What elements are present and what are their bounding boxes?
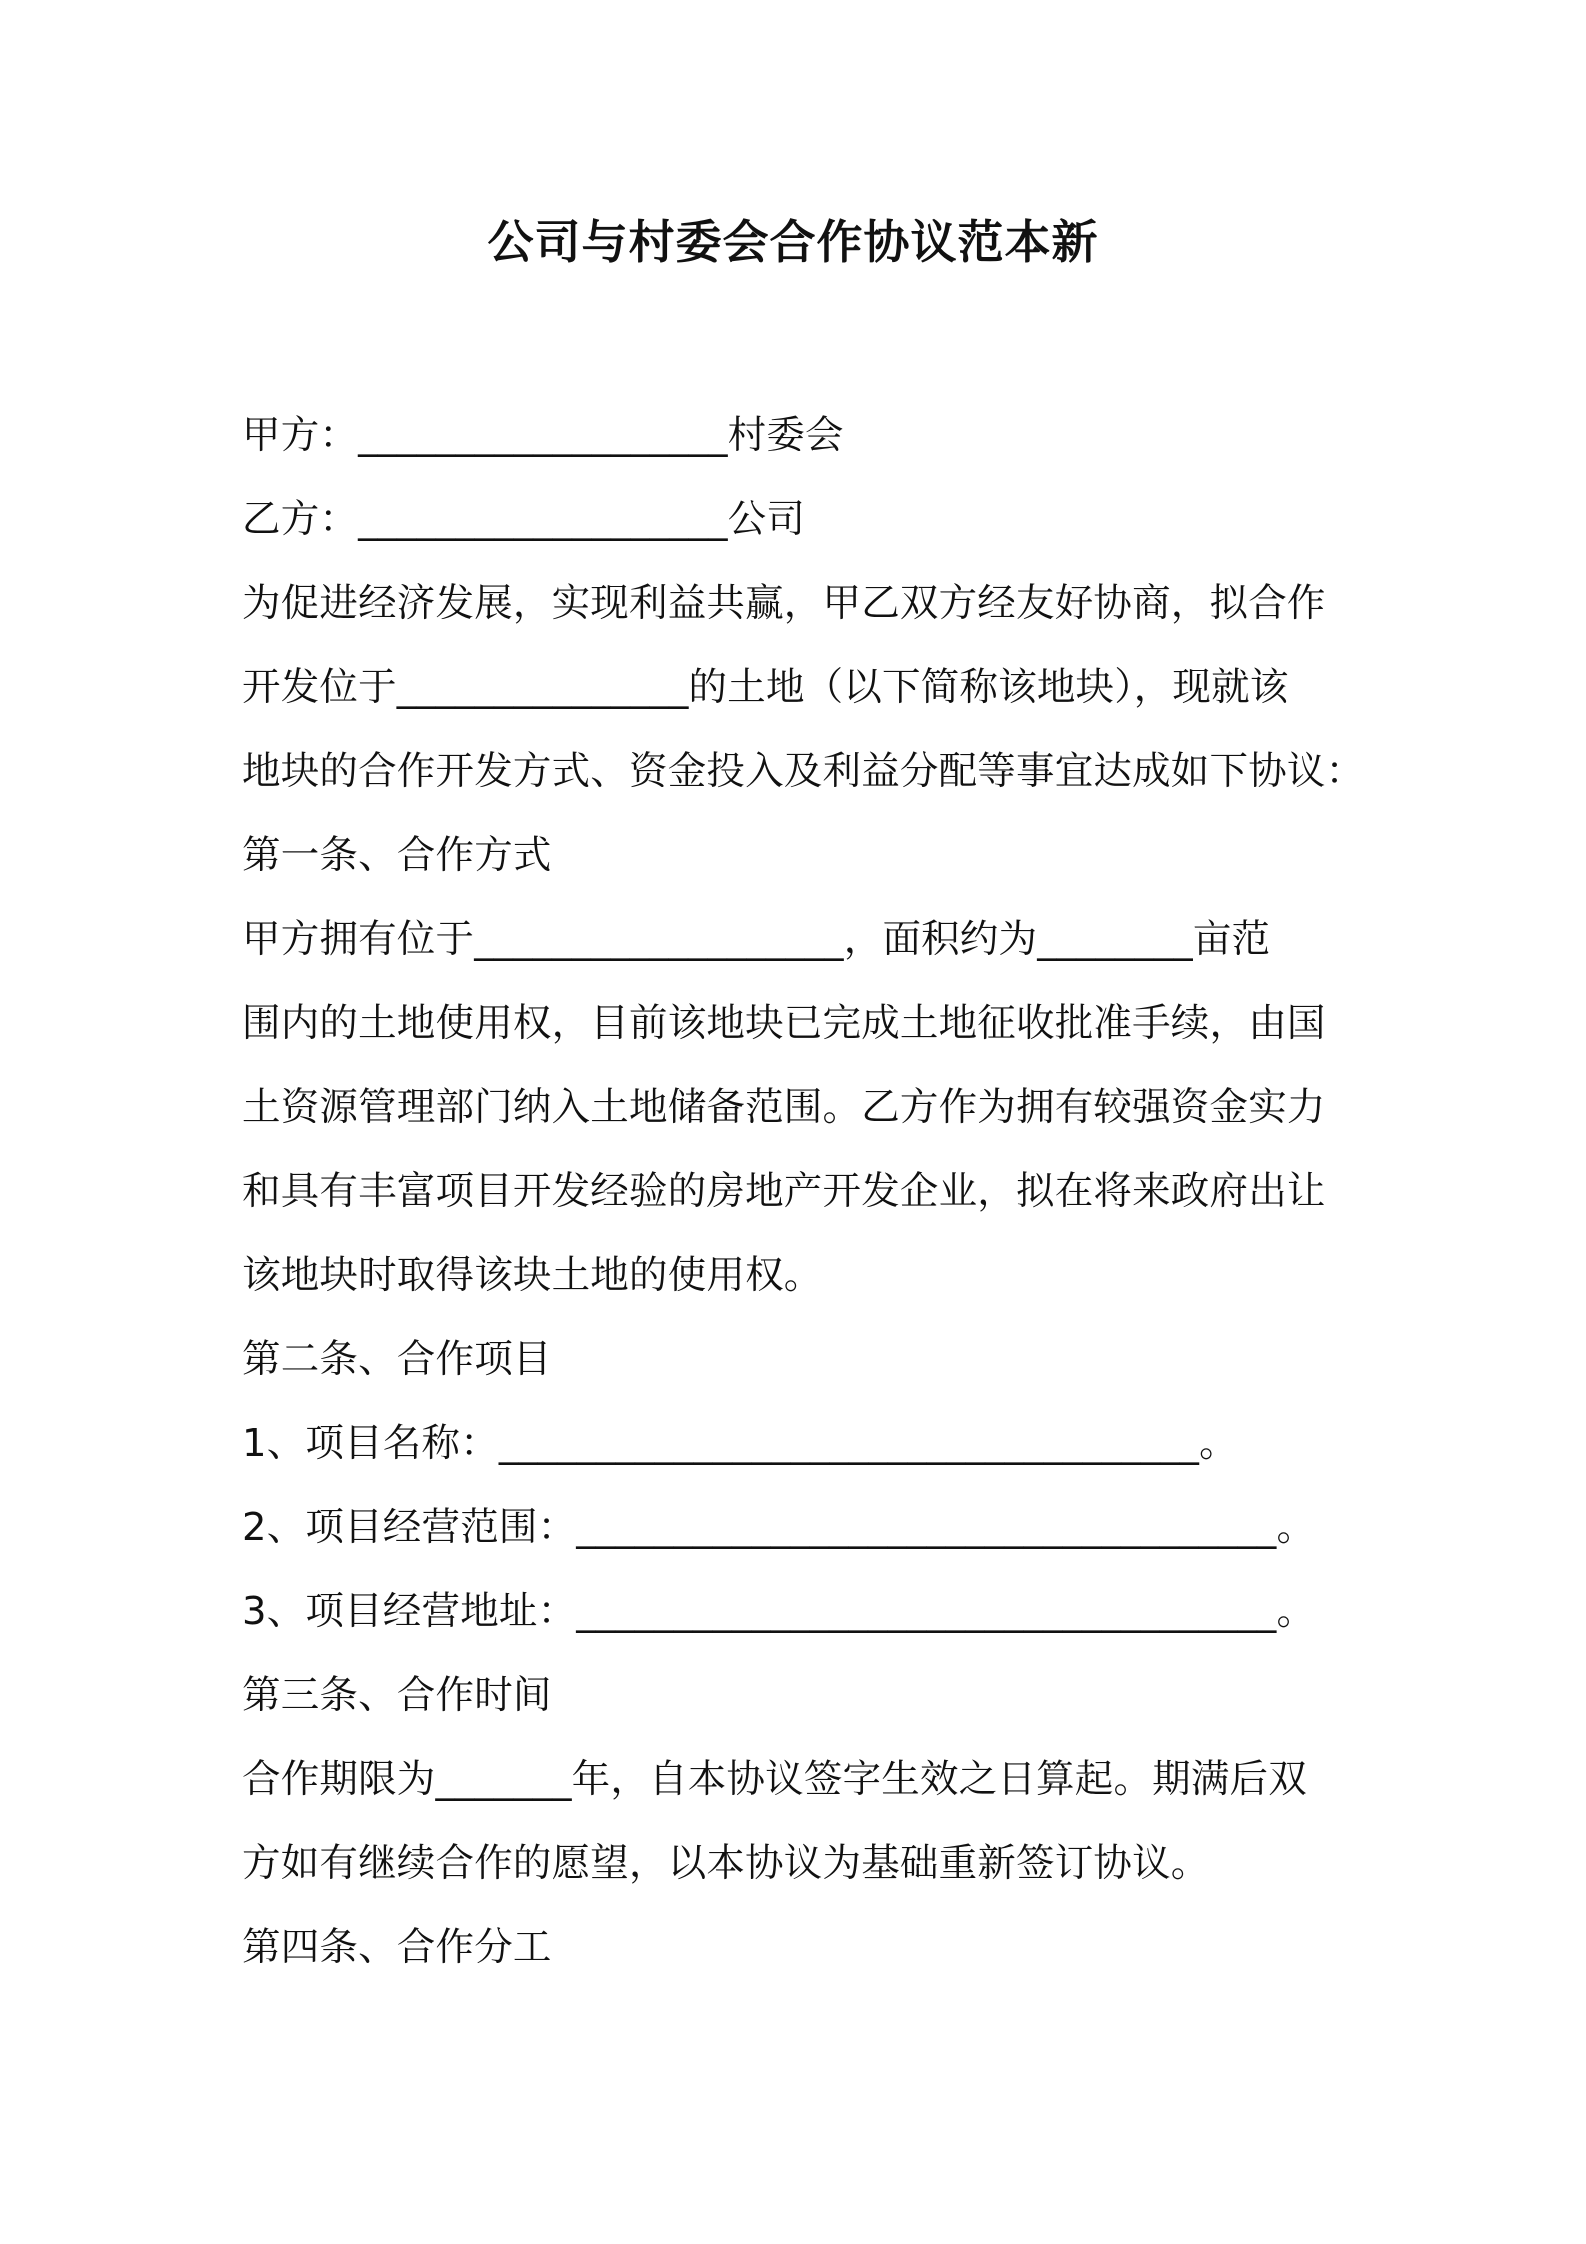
article-3-line-2: 方如有继续合作的愿望，以本协议为基础重新签订协议。: [242, 1841, 1210, 1886]
preamble-line-1: 为促进经济发展，实现利益共赢，甲乙双方经友好协商，拟合作: [242, 581, 1326, 626]
article-1-line-1: 甲方拥有位于___________________，面积约为________亩范: [242, 917, 1271, 962]
party-b-line: 乙方：___________________公司: [242, 497, 806, 542]
article-1-line-5: 该地块时取得该块土地的使用权。: [242, 1253, 823, 1298]
party-a-line: 甲方：___________________村委会: [242, 413, 844, 458]
article-1-line-2: 围内的土地使用权，目前该地块已完成土地征收批准手续，由国: [242, 1001, 1326, 1046]
project-name-line: 1、项目名称：____________________________________。: [242, 1421, 1238, 1466]
article-3-line-1: 合作期限为_______年，自本协议签字生效之日算起。期满后双: [242, 1757, 1307, 1802]
article-3-heading: 第三条、合作时间: [242, 1673, 552, 1718]
document-title: 公司与村委会合作协议范本新: [487, 215, 1099, 269]
project-scope-line: 2、项目经营范围：____________________________________。: [242, 1505, 1316, 1550]
preamble-line-3: 地块的合作开发方式、资金投入及利益分配等事宜达成如下协议：: [242, 749, 1365, 794]
preamble-line-2: 开发位于_______________的土地（以下简称该地块），现就该: [242, 665, 1289, 710]
article-1-line-3: 土资源管理部门纳入土地储备范围。乙方作为拥有较强资金实力: [242, 1085, 1326, 1130]
project-address-line: 3、项目经营地址：____________________________________。: [242, 1589, 1316, 1634]
article-2-heading: 第二条、合作项目: [242, 1337, 552, 1382]
article-1-line-4: 和具有丰富项目开发经验的房地产开发企业，拟在将来政府出让: [242, 1169, 1326, 1214]
article-1-heading: 第一条、合作方式: [242, 833, 552, 878]
article-4-heading: 第四条、合作分工: [242, 1925, 552, 1970]
